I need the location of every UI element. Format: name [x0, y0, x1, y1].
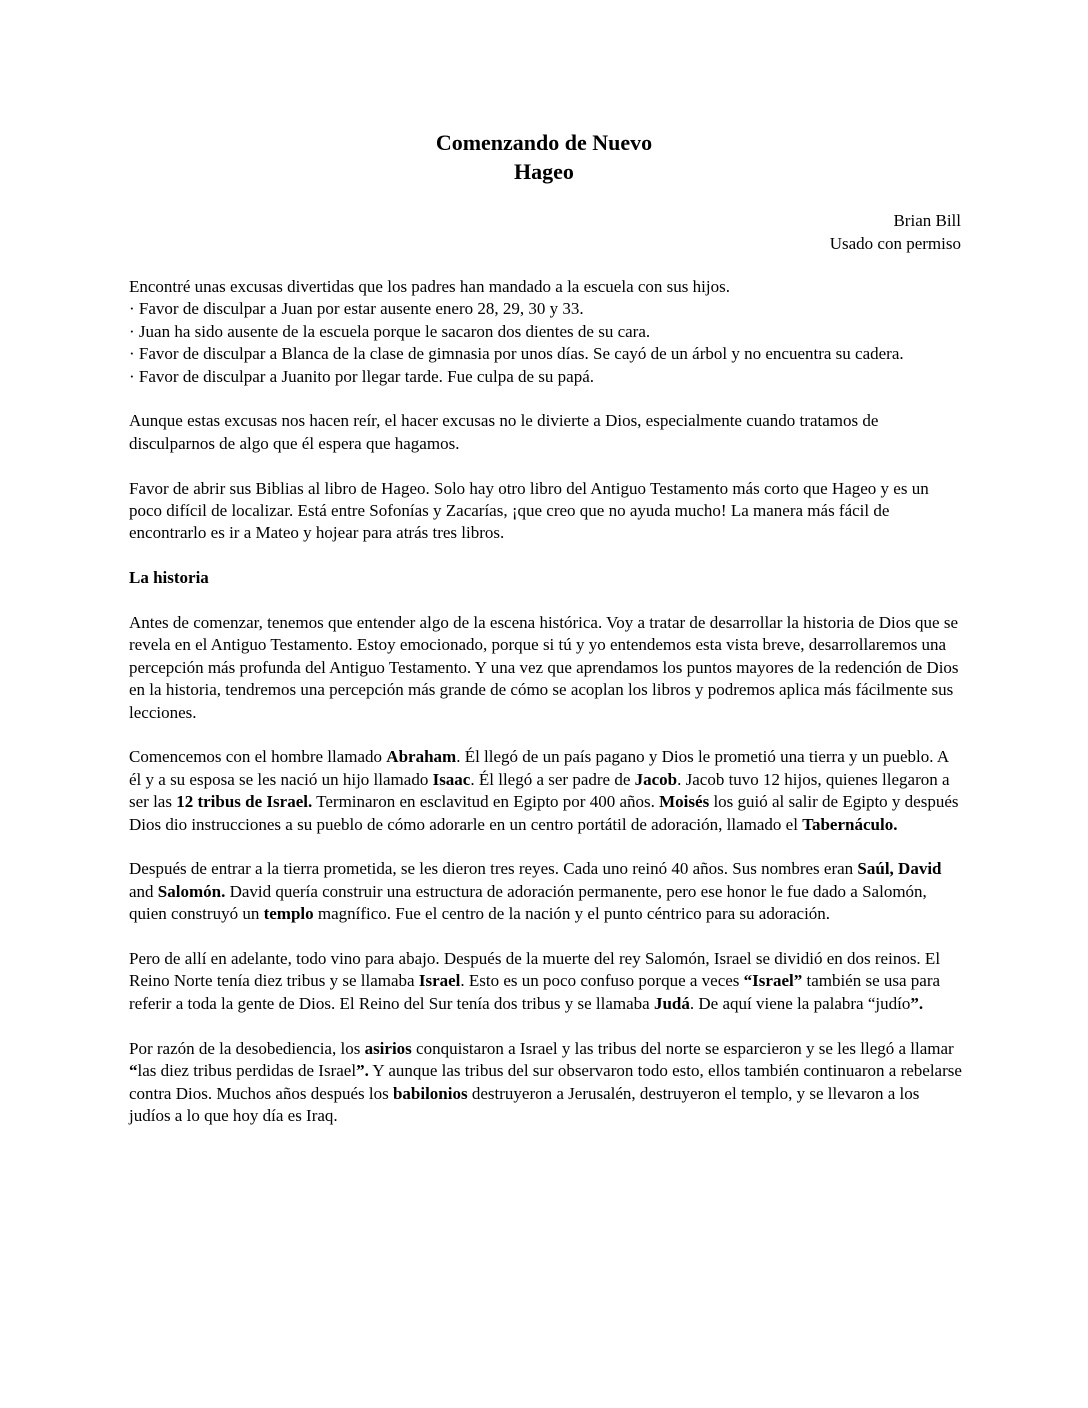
- paragraph-exile: Por razón de la desobediencia, los asirios conquistaron a Israel y las tribus del norte se esparcieron y se les llegó a llamar “las diez tribus perdidas de Israel”. Y aunque las tribus del sur observaron todo esto, ellos también continuaron a rebelarse contra Dios. Muchos años después los babilonios destruyeron a Jerusalén, destruyeron el templo, y se llevaron a los judíos a lo que hoy día es Iraq.: [129, 1038, 962, 1125]
- excuse-item: · Juan ha sido ausente de la escuela porque le sacaron dos dientes de su cara.: [129, 321, 651, 341]
- excuse-item: · Favor de disculpar a Juanito por llegar tarde. Fue culpa de su papá.: [129, 366, 594, 386]
- excuse-item: · Favor de disculpar a Blanca de la clase de gimnasia por unos días. Se cayó de un árbol y no encuentra su cadera.: [129, 344, 904, 364]
- paragraph-history: Antes de comenzar, tenemos que entender algo de la escena histórica. Voy a tratar de desarrollar la historia de Dios que se revela en el Antiguo Testamento. Estoy emocionado, porque si tú y yo entendemos esta vista breve, desarrollaremos una percepción más profunda del Antiguo Testamento. Y una vez que aprendamos los puntos mayores de la redención de Dios en la historia, tendremos una percepción más grande de cómo se acoplan los libros y podremos aplica más fácilmente sus lecciones.: [129, 613, 959, 722]
- bold-term: Judá: [653, 993, 690, 1013]
- document-title: Comenzando de Nuevo: [435, 130, 653, 155]
- bold-term: 12 tribus de Israel.: [176, 792, 313, 812]
- bold-term: ”.: [356, 1061, 369, 1081]
- section-heading: La historia: [129, 568, 209, 588]
- bold-term: asirios: [364, 1038, 412, 1058]
- paragraph-excuses: Aunque estas excusas nos hacen reír, el hacer excusas no le divierte a Dios, especialmente cuando tratamos de disculparnos de algo que él espera que hagamos.: [129, 411, 879, 453]
- document-body: [129, 276, 963, 1150]
- bold-term: ”.: [910, 993, 924, 1013]
- document-subtitle: Hageo: [514, 159, 574, 184]
- bold-term: Salomón.: [157, 881, 226, 901]
- paragraph-kings: Después de entrar a la tierra prometida, se les dieron tres reyes. Cada uno reinó 40 años. Sus nombres eran Saúl, David and Salomón. David quería construir una estructura de adoración permanente, pero ese honor le fue dado a Salomón, quien construyó un templo magnífico. Fue el centro de la nación y el punto céntrico para su adoración.: [129, 859, 942, 924]
- bold-term: “Israel”: [743, 971, 803, 991]
- author-permission: Usado con permiso: [829, 234, 961, 253]
- bold-term: templo: [263, 904, 314, 924]
- bold-term: Tabernáculo.: [802, 814, 898, 834]
- bold-term: Israel: [418, 971, 461, 991]
- paragraph-bible: Favor de abrir sus Biblias al libro de Hageo. Solo hay otro libro del Antiguo Testamento más corto que Hageo y es un poco difícil de localizar. Está entre Sofonías y Zacarías, ¡que creo que no ayuda mucho! La manera más fácil de encontrarlo es ir a Mateo y hojear para atrás tres libros.: [129, 478, 929, 543]
- intro-lead: Encontré unas excusas divertidas que los padres han mandado a la escuela con sus hijos.: [129, 277, 730, 296]
- bold-term: Saúl, David: [857, 859, 942, 879]
- bold-term: babilonios: [392, 1083, 468, 1103]
- bold-term: “: [129, 1061, 138, 1081]
- bold-term: Jacob: [634, 769, 678, 789]
- bold-term: Isaac: [432, 769, 471, 789]
- paragraph-abraham: Comencemos con el hombre llamado Abraham. Él llegó de un país pagano y Dios le prometió una tierra y un pueblo. A él y a su esposa se les nació un hijo llamado Isaac. Él llegó a ser padre de Jacob. Jacob tuvo 12 hijos, quienes llegaron a ser las 12 tribus de Israel. Terminaron en esclavitud en Egipto por 400 años. Moisés los guió al salir de Egipto y después Dios dio instrucciones a su pueblo de cómo adorarle en un centro portátil de adoración, llamado el Tabernáculo.: [129, 747, 959, 834]
- paragraph-division: Pero de allí en adelante, todo vino para abajo. Después de la muerte del rey Salomón, Israel se dividió en dos reinos. El Reino Norte tenía diez tribus y se llamaba Israel. Esto es un poco confuso porque a veces “Israel” también se usa para referir a toda la gente de Dios. El Reino del Sur tenía dos tribus y se llamaba Judá. De aquí viene la palabra “judío”.: [129, 949, 941, 1013]
- bold-term: Moisés: [659, 792, 710, 812]
- author-name: Brian Bill: [893, 211, 961, 230]
- excuse-item: · Favor de disculpar a Juan por estar ausente enero 28, 29, 30 y 33.: [129, 299, 584, 319]
- bold-term: Abraham: [386, 747, 457, 767]
